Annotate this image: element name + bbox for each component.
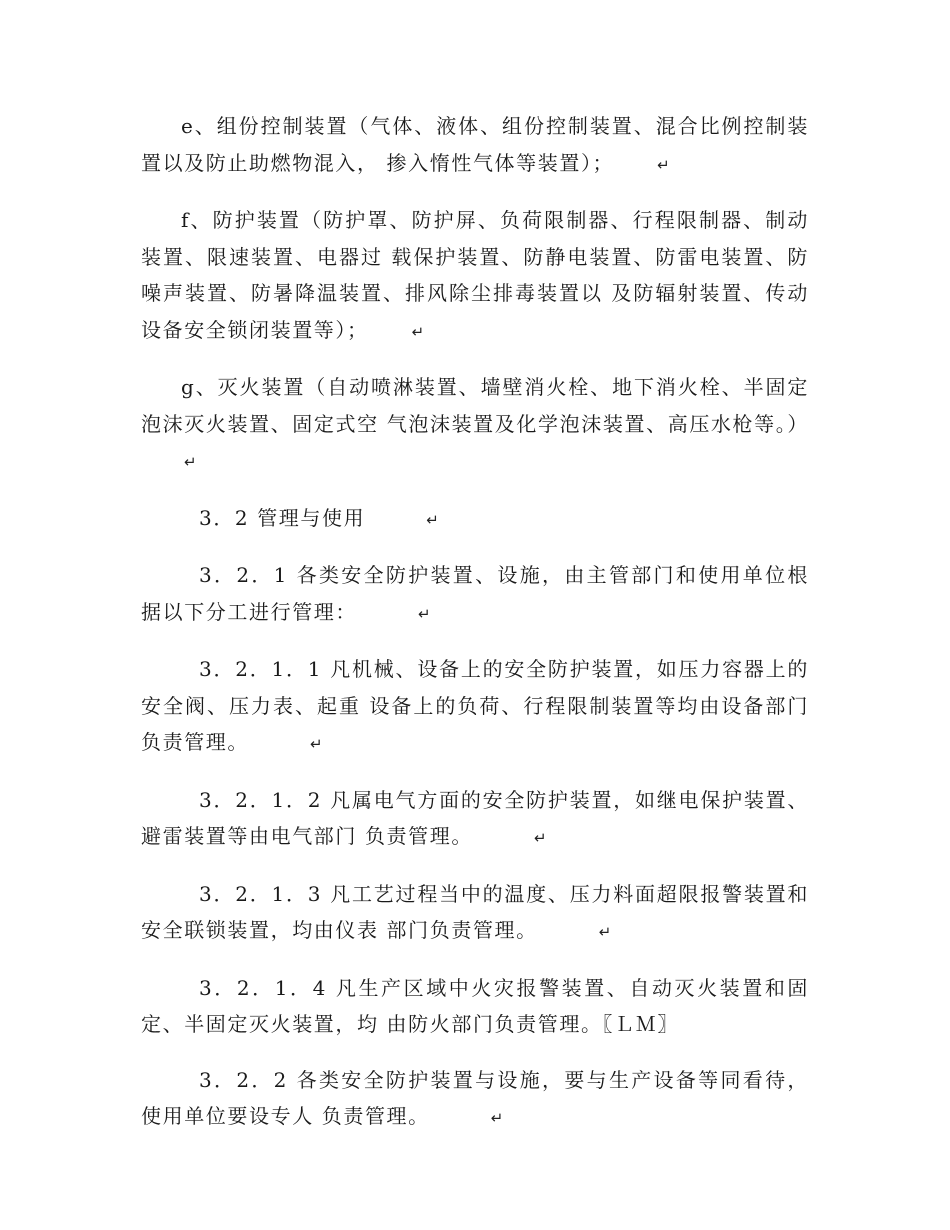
- paragraph-text: 3．2．2 各类安全防护装置与设施，要与生产设备等同看待，使用单位要设专人 负责管理。: [141, 1067, 809, 1128]
- section-heading-text: 3．2 管理与使用: [199, 505, 366, 530]
- return-mark-icon: ↵: [426, 510, 439, 529]
- paragraph-item-g: [141, 369, 809, 481]
- document-body: [141, 108, 809, 1156]
- paragraph-3-2-1: [141, 557, 809, 632]
- paragraph-3-2-1-1: [141, 651, 809, 763]
- paragraph-3-2-1-4: [141, 970, 809, 1043]
- section-heading-3-2: [141, 500, 809, 539]
- return-mark-icon: ↵: [598, 923, 612, 941]
- paragraph-text: 3．2．1．1 凡机械、设备上的安全防护装置，如压力容器上的安全阀、压力表、起重 设备上的负荷、行程限制装置等均由设备部门负责管理。: [141, 657, 809, 754]
- return-mark-icon: ↵: [418, 604, 431, 623]
- paragraph-text: 3．2．1．4 凡生产区域中火灾报警装置、自动灭火装置和固定、半固定灭火装置，均 由防火部门负责管理。〖ＬＭ〗: [141, 975, 809, 1036]
- paragraph-text: f、防护装置（防护罩、防护屏、负荷限制器、行程限制器、制动装置、限速装置、电器过 载保护装置、防静电装置、防雷电装置、防噪声装置、防暑降温装置、排风除尘排毒装置以 及防辐射装置、传动设备安全锁闭装置等）；: [141, 208, 809, 342]
- return-mark-icon: ↵: [533, 829, 547, 847]
- paragraph-text: 3．2．1．3 凡工艺过程当中的温度、压力料面超限报警装置和安全联锁装置，均由仪表 部门负责管理。: [141, 881, 809, 942]
- paragraph-text: 3．2．1 各类安全防护装置、设施，由主管部门和使用单位根据以下分工进行管理：: [141, 563, 809, 624]
- paragraph-text: g、灭火装置（自动喷淋装置、墙壁消火栓、地下消火栓、半固定泡沫灭火装置、固定式空 气泡沫装置及化学泡沫装置、高压水枪等。）: [141, 375, 809, 436]
- paragraph-text: e、组份控制装置（气体、液体、组份控制装置、混合比例控制装置以及防止助燃物混入， 掺入惰性气体等装置）；: [141, 114, 809, 175]
- paragraph-item-e: [141, 108, 809, 183]
- return-mark-icon: ↵: [490, 1109, 504, 1127]
- paragraph-text: 3．2．1．2 凡属电气方面的安全防护装置，如继电保护装置、避雷装置等由电气部门 负责管理。: [141, 787, 809, 848]
- paragraph-3-2-1-2: [141, 782, 809, 857]
- paragraph-item-f: [141, 202, 809, 350]
- return-mark-icon: ↵: [411, 322, 425, 341]
- return-mark-icon: ↵: [184, 453, 197, 471]
- paragraph-3-2-2: [141, 1062, 809, 1137]
- return-mark-icon: ↵: [310, 735, 323, 753]
- paragraph-3-2-1-3: [141, 876, 809, 951]
- return-mark-icon: ↵: [657, 155, 670, 174]
